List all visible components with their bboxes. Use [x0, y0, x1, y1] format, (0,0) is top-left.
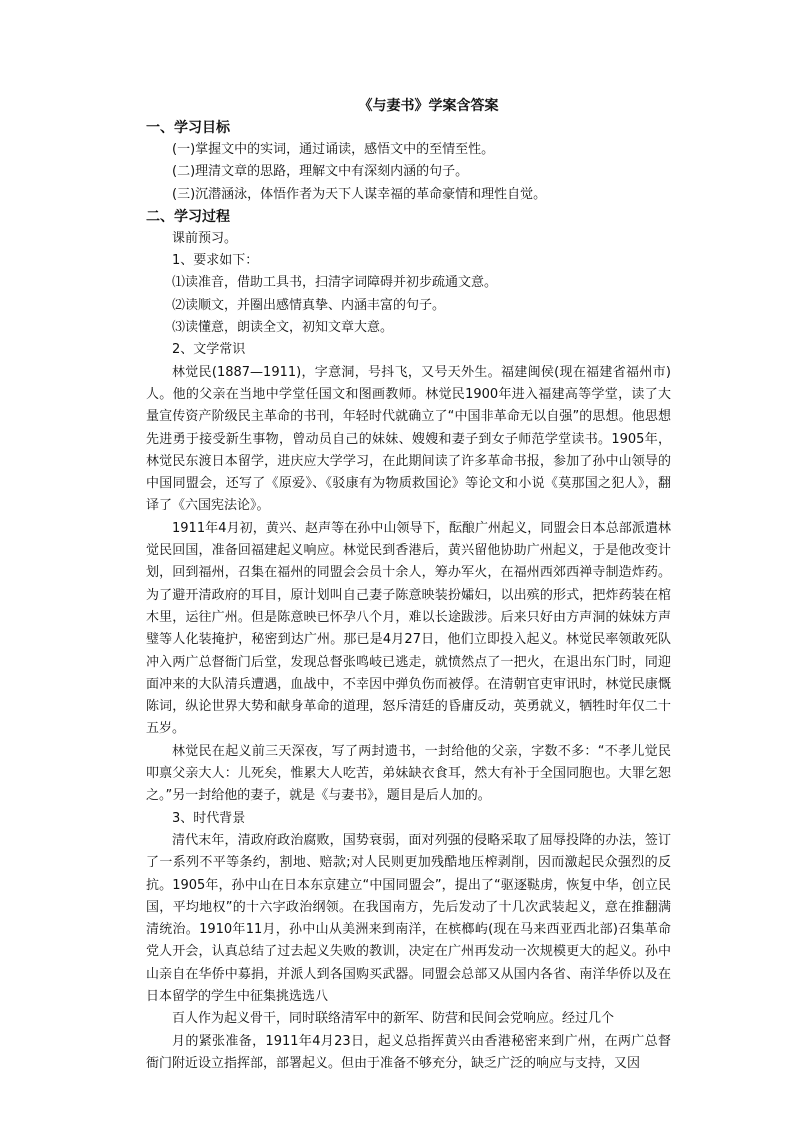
goal-item: (一)掌握文中的实词，通过诵读，感悟文中的至情至性。: [172, 142, 495, 157]
section-heading-process: 二、学习过程: [146, 208, 230, 225]
requirements-heading: 1、要求如下：: [172, 253, 259, 269]
background-heading: 3、时代背景: [172, 810, 246, 826]
literature-heading: 2、文学常识: [172, 342, 246, 358]
document-title: 《与妻书》学案含答案: [358, 98, 499, 114]
section-heading-goals: 一、学习目标: [146, 120, 230, 136]
requirement-item: ⑶读懂意，朗读全文，初知文章大意。: [172, 320, 394, 336]
preview-label: 课前预习。: [172, 230, 238, 246]
requirement-item: ⑵读顺文，并圈出感情真挚、内涵丰富的句子。: [172, 297, 446, 313]
literature-paragraph: 林觉民(1887—1911)，字意洞，号抖飞，又号天外生。福建闽侯(现在福建省福州市)人。他的父亲在当地中学堂任国文和图画教师。林觉民1900年进入福建高等学堂，读了大量宣传资产阶级民主革命的书刊，年轻时代就确立了“中国非革命无以自强”的思想。他思想先进勇于接受新生事物，曾动员自己的妹妹、嫂嫂和妻子到女子师范学堂读书。1905年，林觉民东渡日本留学，进庆应大学学习，在此期间读了许多革命书报，参加了孙中山领导的中国同盟会，还写了《原爱》、《驳康有为物质救国论》等论文和小说《莫那国之犯人》，翻译了《六国宪法论》。: [146, 364, 671, 514]
goal-item: (三)沉潜涵泳，体悟作者为天下人谋幸福的革命豪情和理性自觉。: [172, 186, 547, 202]
goal-item: (二)理清文章的思路，理解文中有深刻内涵的句子。: [172, 164, 469, 180]
literature-paragraph: 林觉民在起义前三天深夜，写了两封遗书，一封给他的父亲，字数不多：“不孝儿觉民叩禀父亲大人：儿死矣，惟累大人吃苦，弟妹缺衣食耳，然大有补于全国同胞也。大罪乞恕之。”另一封给他的妻子，就是《与妻书》，题目是后人加的。: [146, 743, 671, 804]
background-paragraph: 百人作为起义骨干，同时联络清军中的新军、防营和民间会党响应。经过几个: [172, 1011, 615, 1027]
literature-paragraph: 1911年4月初，黄兴、赵声等在孙中山领导下，酝酿广州起义，同盟会日本总部派遣林觉民回国，准备回福建起义响应。林觉民到香港后，黄兴留他协助广州起义，于是他改变计划，回到福州，召集在福州的同盟会会员十余人，筹办军火，在福州西郊西禅寺制造炸药。为了避开清政府的耳目，原计划叫自己妻子陈意映装扮孀妇，以出殡的形式，把炸药装在棺木里，运往广州。但是陈意映已怀孕八个月，难以长途跋涉。后来只好由方声洞的妹妹方声璧等人化装掩护，秘密到达广州。那已是4月27日，他们立即投入起义。林觉民率领敢死队冲入两广总督衙门后堂，发现总督张鸣岐已逃走，就愤然点了一把火，在退出东门时，同迎面冲来的大队清兵遭遇，血战中，不幸因中弹负伤而被俘。在清朝官吏审讯时，林觉民康慨陈词，纵论世界大势和献身革命的道理，怒斥清廷的昏庸反动，英勇就义，牺牲时年仅二十五岁。: [146, 520, 671, 737]
requirement-item: ⑴读准音，借助工具书，扫清字词障碍并初步疏通文意。: [172, 275, 498, 291]
background-paragraph: 月的紧张准备，1911年4月23日，起义总指挥黄兴由香港秘密来到广州，在两广总督衙门附近设立指挥部，部署起义。但由于准备不够充分，缺乏广泛的响应与支持，又因: [146, 1033, 671, 1071]
background-paragraph: 清代末年，清政府政治腐败，国势衰弱，面对列强的侵略采取了屈辱投降的办法，签订了一系列不平等条约，割地、赔款;对人民则更加残酷地压榨剥削，因而激起民众强烈的反抗。1905年，孙中山在日本东京建立“中国同盟会”，提出了“驱逐鞑虏，恢复中华，创立民国，平均地权”的十六字政治纲领。在我国南方，先后发动了十几次武装起义，意在推翻满清统治。1910年11月，孙中山从美洲来到南洋，在槟榔屿(现在马来西亚西北部)召集革命党人开会，认真总结了过去起义失败的教训，决定在广州再发动一次规模更大的起义。孙中山亲自在华侨中募捐，并派人到各国购买武器。同盟会总部又从国内各省、南洋华侨以及在日本留学的学生中征集挑选选八: [146, 832, 671, 1004]
document-page: [146, 95, 671, 1075]
